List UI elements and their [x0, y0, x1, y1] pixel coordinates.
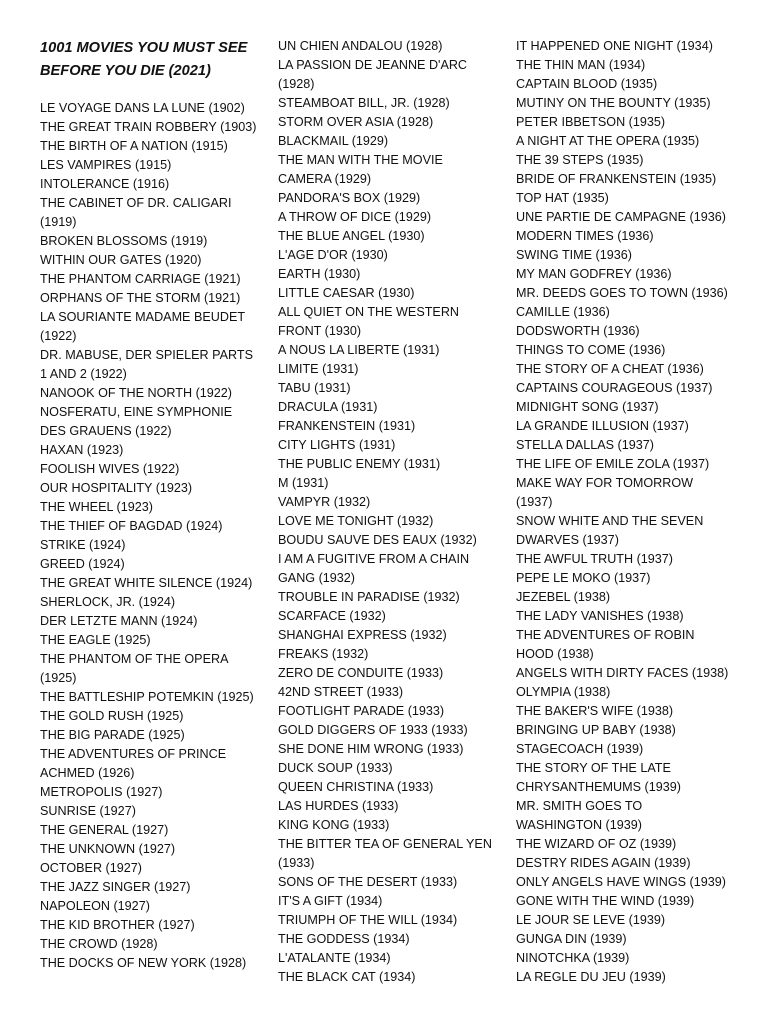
movie-entry: [516, 740, 744, 759]
document-title: [40, 37, 262, 83]
movie-entry: [516, 436, 744, 455]
movie-entry: [278, 246, 500, 265]
movie-entry: [40, 688, 262, 707]
movie-entry: [516, 132, 744, 151]
movie-entry-line: THE PHANTOM CARRIAGE (1921): [40, 272, 241, 286]
movie-entry: [516, 284, 744, 303]
movie-entry-line: LIMITE (1931): [278, 362, 359, 376]
movie-entry: [516, 664, 744, 683]
movie-entry-line: JEZEBEL (1938): [516, 590, 611, 604]
movie-entry: [278, 664, 500, 683]
movie-entry-line: TROUBLE IN PARADISE (1932): [278, 590, 460, 604]
movie-entry: [40, 517, 262, 536]
movie-entry: [516, 512, 744, 550]
movie-entry: [278, 588, 500, 607]
movie-entry-line: LA PASSION DE JEANNE D'ARC: [278, 58, 468, 72]
movie-entry-line: CAPTAINS COURAGEOUS (1937): [516, 381, 713, 395]
movie-entry: [278, 873, 500, 892]
movie-entry: [278, 37, 500, 56]
movie-entry-line: LE JOUR SE LEVE (1939): [516, 913, 666, 927]
movie-list-column-1: [40, 99, 262, 973]
movie-entry: [278, 208, 500, 227]
movie-entry-line: THE WIZARD OF OZ (1939): [516, 837, 677, 851]
movie-entry-line: DES GRAUENS (1922): [40, 424, 172, 438]
movie-entry: [278, 360, 500, 379]
movie-entry: [516, 474, 744, 512]
movie-entry-line: M (1931): [278, 476, 329, 490]
movie-entry: [40, 726, 262, 745]
movie-entry: [516, 683, 744, 702]
movie-entry: [278, 645, 500, 664]
movie-entry-line: L'AGE D'OR (1930): [278, 248, 388, 262]
movie-list-column-2: [278, 37, 500, 987]
movie-entry: [278, 892, 500, 911]
movie-entry-line: THE GREAT WHITE SILENCE (1924): [40, 576, 253, 590]
movie-entry: [278, 911, 500, 930]
movie-entry: [278, 968, 500, 987]
movie-entry-line: GREED (1924): [40, 557, 125, 571]
movie-entry-line: STELLA DALLAS (1937): [516, 438, 654, 452]
movie-entry: [40, 935, 262, 954]
movie-entry-line: THE CROWD (1928): [40, 937, 158, 951]
movie-entry: [278, 702, 500, 721]
movie-entry-line: FRONT (1930): [278, 324, 362, 338]
movie-entry-line: (1925): [40, 671, 77, 685]
movie-entry: [278, 930, 500, 949]
movie-entry-line: LAS HURDES (1933): [278, 799, 399, 813]
movie-entry-line: ANGELS WITH DIRTY FACES (1938): [516, 666, 729, 680]
movie-entry-line: FOOTLIGHT PARADE (1933): [278, 704, 445, 718]
movie-entry-line: VAMPYR (1932): [278, 495, 371, 509]
movie-entry-line: TRIUMPH OF THE WILL (1934): [278, 913, 458, 927]
movie-entry-line: THE GREAT TRAIN ROBBERY (1903): [40, 120, 257, 134]
movie-entry-line: (1933): [278, 856, 315, 870]
movie-entry-line: ONLY ANGELS HAVE WINGS (1939): [516, 875, 726, 889]
movie-entry: [278, 816, 500, 835]
movie-entry: [40, 802, 262, 821]
movie-entry-line: SHERLOCK, JR. (1924): [40, 595, 176, 609]
movie-entry-line: LA GRANDE ILLUSION (1937): [516, 419, 689, 433]
movie-entry: [516, 949, 744, 968]
movie-entry: [278, 379, 500, 398]
movie-entry-line: THE GOLD RUSH (1925): [40, 709, 184, 723]
movie-entry: [40, 479, 262, 498]
movie-entry: [40, 384, 262, 403]
movie-entry-line: (1919): [40, 215, 77, 229]
movie-entry-line: 42ND STREET (1933): [278, 685, 404, 699]
movie-entry: [278, 550, 500, 588]
movie-entry: [278, 227, 500, 246]
movie-entry: [40, 289, 262, 308]
movie-entry: [40, 441, 262, 460]
movie-entry-line: GONE WITH THE WIND (1939): [516, 894, 695, 908]
movie-entry: [278, 132, 500, 151]
movie-entry: [516, 170, 744, 189]
movie-entry: [40, 232, 262, 251]
movie-entry-line: (1928): [278, 77, 315, 91]
movie-entry: [516, 911, 744, 930]
movie-entry: [40, 745, 262, 783]
movie-entry-line: (1922): [40, 329, 77, 343]
movie-entry-line: THE LIFE OF EMILE ZOLA (1937): [516, 457, 710, 471]
movie-entry: [516, 569, 744, 588]
movie-entry: [40, 270, 262, 289]
movie-entry-line: THE ADVENTURES OF PRINCE: [40, 747, 227, 761]
movie-entry: [516, 968, 744, 987]
movie-entry: [40, 631, 262, 650]
movie-entry-line: CAMERA (1929): [278, 172, 372, 186]
movie-entry-line: GOLD DIGGERS OF 1933 (1933): [278, 723, 468, 737]
movie-entry: [278, 835, 500, 873]
movie-entry-line: PANDORA'S BOX (1929): [278, 191, 421, 205]
movie-entry-line: OCTOBER (1927): [40, 861, 142, 875]
movie-entry-line: A NOUS LA LIBERTE (1931): [278, 343, 440, 357]
movie-entry: [516, 379, 744, 398]
movie-entry-line: THE MAN WITH THE MOVIE: [278, 153, 443, 167]
movie-entry: [40, 840, 262, 859]
movie-entry: [516, 759, 744, 797]
movie-entry-line: TOP HAT (1935): [516, 191, 609, 205]
movie-entry: [516, 341, 744, 360]
movie-entry-line: THE THIEF OF BAGDAD (1924): [40, 519, 223, 533]
movie-entry: [516, 797, 744, 835]
movie-entry-line: THE GENERAL (1927): [40, 823, 169, 837]
movie-entry: [516, 75, 744, 94]
movie-entry-line: BRINGING UP BABY (1938): [516, 723, 676, 737]
movie-entry: [40, 251, 262, 270]
movie-entry-line: A NIGHT AT THE OPERA (1935): [516, 134, 700, 148]
movie-entry: [40, 859, 262, 878]
movie-entry: [40, 99, 262, 118]
movie-entry-line: IT HAPPENED ONE NIGHT (1934): [516, 39, 713, 53]
movie-entry-line: LOVE ME TONIGHT (1932): [278, 514, 434, 528]
movie-entry: [516, 835, 744, 854]
movie-entry-line: SONS OF THE DESERT (1933): [278, 875, 458, 889]
movie-entry-line: LITTLE CAESAR (1930): [278, 286, 415, 300]
movie-entry: [40, 555, 262, 574]
movie-entry: [40, 916, 262, 935]
movie-entry: [40, 460, 262, 479]
movie-entry-line: THE BAKER'S WIFE (1938): [516, 704, 674, 718]
movie-entry: [278, 531, 500, 550]
movie-entry: [278, 113, 500, 132]
movie-entry-line: OLYMPIA (1938): [516, 685, 611, 699]
movie-entry-line: STAGECOACH (1939): [516, 742, 644, 756]
movie-entry-line: L'ATALANTE (1934): [278, 951, 391, 965]
movie-entry-line: MR. DEEDS GOES TO TOWN (1936): [516, 286, 728, 300]
movie-entry-line: LES VAMPIRES (1915): [40, 158, 172, 172]
movie-entry-line: BOUDU SAUVE DES EAUX (1932): [278, 533, 477, 547]
movie-entry-line: I AM A FUGITIVE FROM A CHAIN: [278, 552, 470, 566]
movie-entry-line: DWARVES (1937): [516, 533, 619, 547]
movie-entry-line: THE WHEEL (1923): [40, 500, 153, 514]
movie-list-column-3: [516, 37, 744, 987]
movie-entry-line: THE STORY OF A CHEAT (1936): [516, 362, 704, 376]
movie-entry: [278, 436, 500, 455]
column-3: [516, 37, 744, 987]
movie-entry: [516, 246, 744, 265]
movie-entry-line: DR. MABUSE, DER SPIELER PARTS: [40, 348, 253, 362]
movie-entry: [40, 878, 262, 897]
movie-entry-line: PETER IBBETSON (1935): [516, 115, 666, 129]
movie-entry-line: EARTH (1930): [278, 267, 361, 281]
movie-entry-line: SNOW WHITE AND THE SEVEN: [516, 514, 704, 528]
movie-entry-line: THE THIN MAN (1934): [516, 58, 646, 72]
title-line-2: BEFORE YOU DIE (2021): [40, 63, 211, 79]
movie-entry: [516, 417, 744, 436]
movie-entry-line: THE KID BROTHER (1927): [40, 918, 195, 932]
movie-entry-line: WASHINGTON (1939): [516, 818, 642, 832]
movie-entry-line: THE BLUE ANGEL (1930): [278, 229, 425, 243]
movie-entry-line: FRANKENSTEIN (1931): [278, 419, 416, 433]
movie-entry: [516, 588, 744, 607]
movie-entry: [278, 417, 500, 436]
movie-entry-line: LE VOYAGE DANS LA LUNE (1902): [40, 101, 245, 115]
movie-entry: [278, 778, 500, 797]
movie-entry-line: 1 AND 2 (1922): [40, 367, 127, 381]
movie-entry-line: SWING TIME (1936): [516, 248, 632, 262]
movie-entry-line: LA SOURIANTE MADAME BEUDET: [40, 310, 246, 324]
movie-entry: [516, 873, 744, 892]
movie-entry-line: NAPOLEON (1927): [40, 899, 150, 913]
movie-entry-line: HOOD (1938): [516, 647, 594, 661]
movie-entry-line: DER LETZTE MANN (1924): [40, 614, 198, 628]
movie-entry-line: BLACKMAIL (1929): [278, 134, 389, 148]
movie-entry: [40, 118, 262, 137]
movie-entry: [40, 574, 262, 593]
movie-entry-line: THE BITTER TEA OF GENERAL YEN: [278, 837, 492, 851]
movie-entry-line: DODSWORTH (1936): [516, 324, 640, 338]
movie-entry-line: GANG (1932): [278, 571, 355, 585]
movie-entry: [516, 626, 744, 664]
movie-entry-line: DRACULA (1931): [278, 400, 378, 414]
movie-entry-line: TABU (1931): [278, 381, 351, 395]
movie-entry-line: SHE DONE HIM WRONG (1933): [278, 742, 464, 756]
movie-entry-line: CAMILLE (1936): [516, 305, 610, 319]
movie-entry: [278, 284, 500, 303]
movie-entry: [278, 94, 500, 113]
movie-entry-line: THE ADVENTURES OF ROBIN: [516, 628, 695, 642]
movie-entry-line: THE LADY VANISHES (1938): [516, 609, 684, 623]
movie-entry-line: THE EAGLE (1925): [40, 633, 151, 647]
movie-entry: [516, 607, 744, 626]
movie-entry: [516, 227, 744, 246]
movie-entry: [516, 208, 744, 227]
movie-entry: [278, 721, 500, 740]
movie-entry-line: IT'S A GIFT (1934): [278, 894, 383, 908]
movie-entry: [40, 194, 262, 232]
movie-entry: [278, 265, 500, 284]
movie-entry: [40, 536, 262, 555]
movie-entry-line: PEPE LE MOKO (1937): [516, 571, 651, 585]
movie-entry: [278, 797, 500, 816]
movie-entry: [40, 954, 262, 973]
movie-entry: [40, 593, 262, 612]
movie-entry-line: THE DOCKS OF NEW YORK (1928): [40, 956, 247, 970]
movie-entry-line: MIDNIGHT SONG (1937): [516, 400, 659, 414]
movie-entry-line: THE STORY OF THE LATE: [516, 761, 671, 775]
movie-entry: [516, 360, 744, 379]
movie-entry-line: ALL QUIET ON THE WESTERN: [278, 305, 460, 319]
movie-entry: [516, 56, 744, 75]
movie-entry: [516, 322, 744, 341]
movie-entry-line: KING KONG (1933): [278, 818, 390, 832]
movie-entry-line: THE PHANTOM OF THE OPERA: [40, 652, 229, 666]
movie-entry-line: THE CABINET OF DR. CALIGARI: [40, 196, 232, 210]
movie-entry: [40, 137, 262, 156]
movie-entry-line: OUR HOSPITALITY (1923): [40, 481, 193, 495]
movie-entry: [516, 94, 744, 113]
movie-entry: [278, 474, 500, 493]
movie-entry: [278, 607, 500, 626]
movie-entry-line: MY MAN GODFREY (1936): [516, 267, 672, 281]
movie-entry-line: THE BLACK CAT (1934): [278, 970, 416, 984]
movie-entry: [516, 702, 744, 721]
movie-entry: [40, 346, 262, 384]
movie-entry: [40, 175, 262, 194]
movie-entry: [516, 113, 744, 132]
movie-entry: [516, 455, 744, 474]
movie-entry-line: SCARFACE (1932): [278, 609, 386, 623]
movie-entry-line: GUNGA DIN (1939): [516, 932, 627, 946]
movie-entry-line: THE BATTLESHIP POTEMKIN (1925): [40, 690, 254, 704]
movie-entry: [40, 897, 262, 916]
movie-entry-line: (1937): [516, 495, 553, 509]
movie-entry-line: SHANGHAI EXPRESS (1932): [278, 628, 447, 642]
movie-entry-line: SUNRISE (1927): [40, 804, 136, 818]
movie-entry-line: THE AWFUL TRUTH (1937): [516, 552, 673, 566]
movie-entry: [516, 303, 744, 322]
movie-entry-line: BRIDE OF FRANKENSTEIN (1935): [516, 172, 717, 186]
movie-entry-line: THE BIRTH OF A NATION (1915): [40, 139, 228, 153]
movie-entry-line: THE UNKNOWN (1927): [40, 842, 176, 856]
movie-entry-line: THE GODDESS (1934): [278, 932, 410, 946]
movie-entry-line: NANOOK OF THE NORTH (1922): [40, 386, 232, 400]
movie-entry: [278, 341, 500, 360]
movie-entry-line: THE 39 STEPS (1935): [516, 153, 644, 167]
movie-entry-line: ZERO DE CONDUITE (1933): [278, 666, 444, 680]
movie-entry: [516, 892, 744, 911]
movie-entry: [40, 612, 262, 631]
movie-entry-line: ORPHANS OF THE STORM (1921): [40, 291, 241, 305]
movie-entry-line: THE JAZZ SINGER (1927): [40, 880, 191, 894]
title-line-1: 1001 MOVIES YOU MUST SEE: [40, 40, 248, 56]
movie-entry-line: DUCK SOUP (1933): [278, 761, 393, 775]
movie-entry: [278, 455, 500, 474]
movie-entry: [278, 683, 500, 702]
movie-entry: [278, 740, 500, 759]
movie-entry: [278, 512, 500, 531]
movie-entry: [278, 759, 500, 778]
movie-entry-line: NOSFERATU, EINE SYMPHONIE: [40, 405, 233, 419]
movie-entry: [278, 398, 500, 417]
movie-entry-line: QUEEN CHRISTINA (1933): [278, 780, 434, 794]
movie-entry: [40, 821, 262, 840]
movie-entry: [278, 626, 500, 645]
movie-entry: [516, 398, 744, 417]
movie-entry: [40, 308, 262, 346]
movie-entry-line: MAKE WAY FOR TOMORROW: [516, 476, 694, 490]
movie-entry: [278, 493, 500, 512]
movie-entry-line: STRIKE (1924): [40, 538, 126, 552]
movie-entry-line: STORM OVER ASIA (1928): [278, 115, 434, 129]
movie-entry: [278, 56, 500, 94]
movie-entry-line: THINGS TO COME (1936): [516, 343, 666, 357]
movie-entry: [516, 37, 744, 56]
movie-entry: [516, 151, 744, 170]
movie-entry: [516, 721, 744, 740]
movie-entry-line: METROPOLIS (1927): [40, 785, 163, 799]
movie-entry: [516, 265, 744, 284]
movie-entry-line: BROKEN BLOSSOMS (1919): [40, 234, 208, 248]
movie-entry: [516, 550, 744, 569]
movie-entry: [278, 189, 500, 208]
movie-entry: [40, 403, 262, 441]
movie-entry-line: HAXAN (1923): [40, 443, 124, 457]
movie-entry-line: CITY LIGHTS (1931): [278, 438, 396, 452]
movie-entry-line: CAPTAIN BLOOD (1935): [516, 77, 658, 91]
movie-entry: [40, 707, 262, 726]
movie-entry-line: A THROW OF DICE (1929): [278, 210, 432, 224]
movie-entry-line: FREAKS (1932): [278, 647, 369, 661]
movie-entry-line: CHRYSANTHEMUMS (1939): [516, 780, 681, 794]
movie-entry-line: UN CHIEN ANDALOU (1928): [278, 39, 443, 53]
movie-entry-line: THE PUBLIC ENEMY (1931): [278, 457, 441, 471]
movie-entry-line: NINOTCHKA (1939): [516, 951, 630, 965]
movie-entry: [40, 650, 262, 688]
movie-entry: [278, 303, 500, 341]
movie-entry-line: DESTRY RIDES AGAIN (1939): [516, 856, 691, 870]
movie-entry-line: STEAMBOAT BILL, JR. (1928): [278, 96, 450, 110]
movie-entry: [516, 930, 744, 949]
movie-entry: [278, 151, 500, 189]
movie-entry-line: THE BIG PARADE (1925): [40, 728, 185, 742]
movie-entry-line: MODERN TIMES (1936): [516, 229, 654, 243]
movie-entry: [40, 783, 262, 802]
movie-entry-line: MUTINY ON THE BOUNTY (1935): [516, 96, 711, 110]
movie-entry: [516, 189, 744, 208]
movie-entry-line: LA REGLE DU JEU (1939): [516, 970, 666, 984]
movie-entry: [516, 854, 744, 873]
movie-entry: [278, 949, 500, 968]
column-1: [40, 37, 262, 973]
movie-entry-line: ACHMED (1926): [40, 766, 135, 780]
movie-entry-line: MR. SMITH GOES TO: [516, 799, 643, 813]
movie-entry: [40, 156, 262, 175]
movie-entry-line: UNE PARTIE DE CAMPAGNE (1936): [516, 210, 726, 224]
movie-entry: [40, 498, 262, 517]
movie-entry-line: FOOLISH WIVES (1922): [40, 462, 180, 476]
movie-entry-line: WITHIN OUR GATES (1920): [40, 253, 202, 267]
movie-entry-line: INTOLERANCE (1916): [40, 177, 170, 191]
column-2: [278, 37, 500, 987]
